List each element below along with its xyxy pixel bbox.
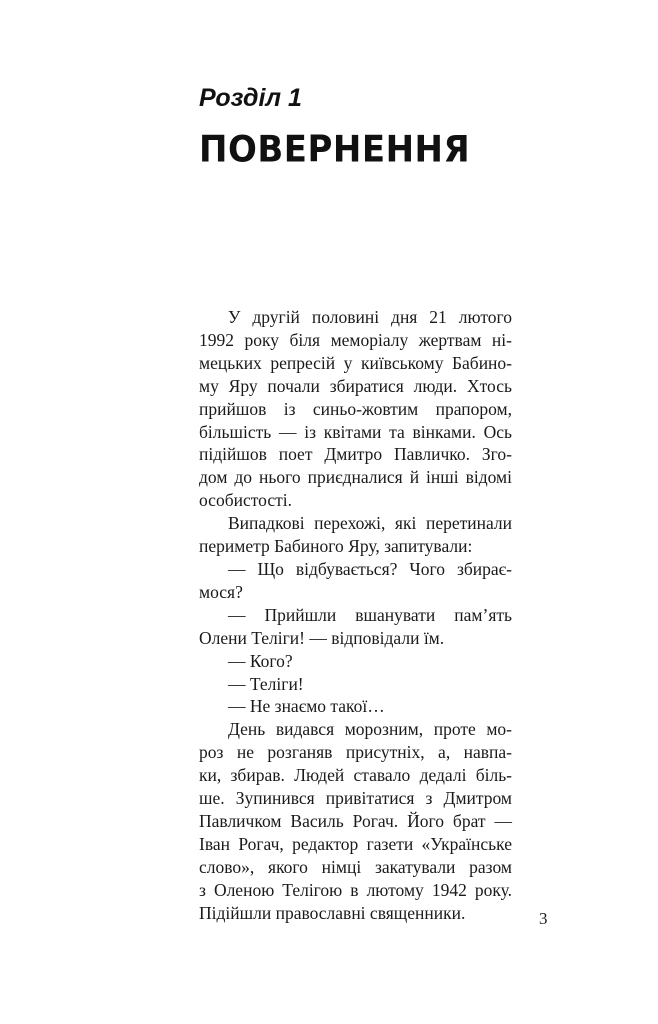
text-line: периметр Бабиного Яру, запитували: — [199, 536, 473, 557]
text-line: ше. Зупинився привітатися з Дмитром — [199, 788, 512, 809]
text-line: День видався морозним, проте мо- — [228, 719, 512, 740]
text-line: — Кого? — [228, 650, 293, 671]
text-line: роз не розганяв присутніх, а, навпа- — [199, 742, 512, 763]
text-line: дом до нього приєдналися й інші відомі — [199, 467, 512, 488]
text-line: — Теліги! — [228, 673, 304, 694]
text-line: ки, збирав. Людей ставало дедалі біль- — [199, 765, 512, 786]
text-line: Підійшли православні священники. — [199, 902, 466, 923]
text-line: Олени Теліги! — відповідали їм. — [199, 627, 445, 648]
text-line: слово», якого німці закатували разом — [199, 856, 512, 877]
chapter-label: Розділ 1 — [199, 84, 302, 112]
text-line: Випадкові перехожі, які перетинали — [228, 513, 512, 534]
text-line: особистості. — [199, 490, 292, 511]
page-number: 3 — [539, 909, 548, 928]
text-line: — Не знаємо такої… — [228, 696, 385, 717]
text-line: підійшов поет Дмитро Павличко. Зго- — [199, 444, 512, 465]
text-line: Павличком Василь Рогач. Його брат — — [199, 810, 512, 831]
text-line: більшість — із квітами та вінками. Ось — [199, 421, 512, 442]
text-line: мося? — [199, 581, 243, 602]
text-line: прийшов із синьо-жовтим прапором, — [199, 398, 512, 419]
text-line: — Що відбувається? Чого збирає- — [228, 558, 512, 579]
text-line: Іван Рогач, редактор газети «Українське — [199, 833, 512, 854]
chapter-title: ПОВЕРНЕННЯ — [199, 128, 471, 172]
text-line: — Прийшли вшанувати пам’ять — [228, 604, 512, 625]
text-line: му Яру почали збиратися люди. Хтось — [199, 375, 512, 396]
text-line: У другій половині дня 21 лютого — [228, 307, 512, 327]
text-line: мецьких репресій у київському Бабино- — [199, 352, 512, 373]
text-line: з Оленою Телігою в лютому 1942 року. — [199, 879, 512, 900]
text-line: 1992 року біля меморіалу жертвам ні- — [199, 329, 512, 350]
body-text — [199, 306, 512, 924]
